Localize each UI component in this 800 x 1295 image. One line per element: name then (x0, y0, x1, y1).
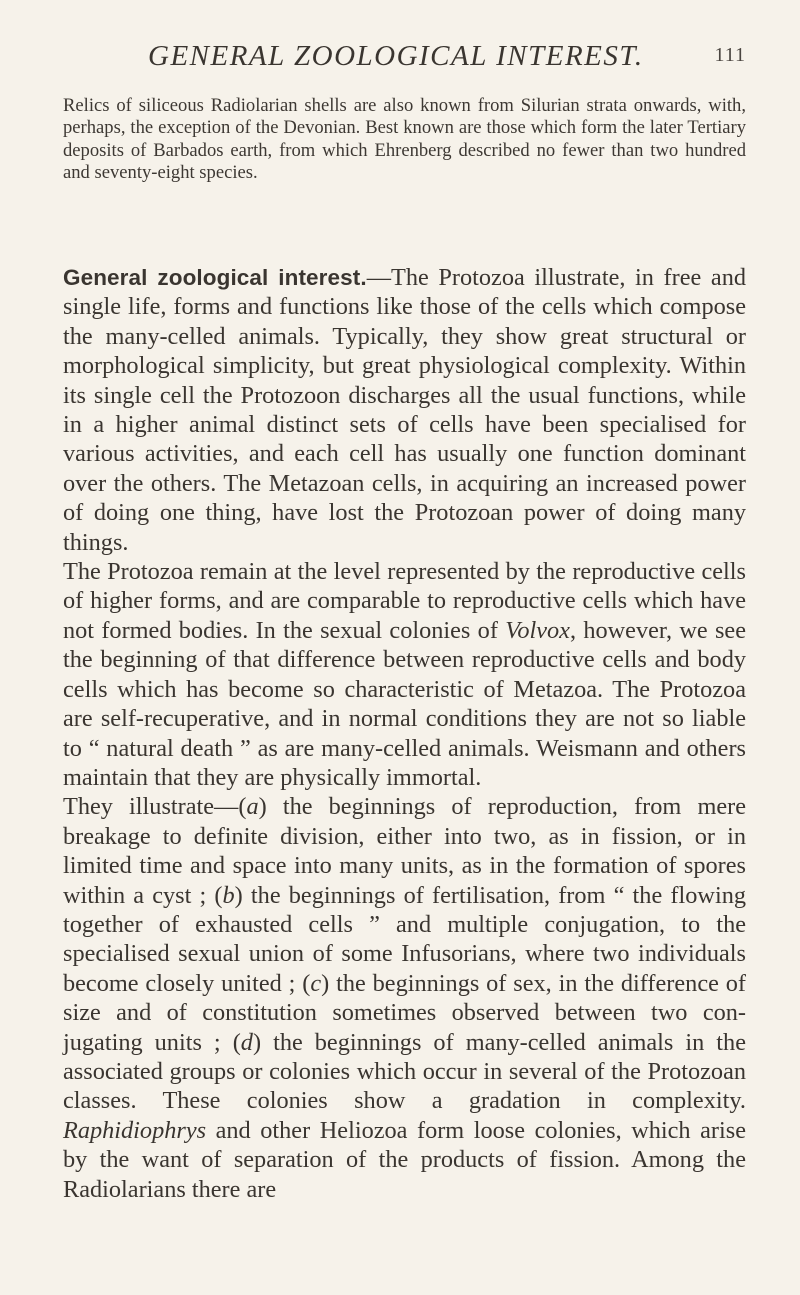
paragraph-2-text-a: The Protozoa remain at the level represented by the reproductive cells of higher forms, and are comparable to reproductive cells which have not formed bodies. In the sexual colonies of (63, 558, 746, 644)
genus-raphidiophrys: Raphidiophrys (63, 1116, 207, 1144)
page-number: 111 (714, 44, 746, 66)
running-title: GENERAL ZOOLOGICAL INTEREST. (148, 40, 644, 72)
item-letter-d: d (240, 1028, 253, 1056)
running-head (60, 40, 746, 80)
paragraph-2-text-b: , however, we see the beginning of that difference between reproductive cells and body cells which has become so characteristic of Metazoa. The Protozoa are self-recuperative, and in normal conditions they are not so liable to “ natural death ” as are many-celled animals. Weismann and others maintain that they are physically immortal. (63, 616, 747, 791)
intro-paragraph: Relics of siliceous Radiolarian shells are also known from Silurian strata onwards, with, perhaps, the exception of the Devonian. Best known are those which form the later Tertiary deposits of Barbados earth, from which Ehrenberg described no fewer than two hundred and seventy-eight species. (63, 95, 746, 184)
genus-volvox: Volvox (505, 616, 570, 644)
section-heading: General zoological interest. (63, 265, 367, 290)
paragraph-2 (63, 557, 746, 792)
paragraph-3 (63, 792, 746, 1204)
section-body (63, 263, 746, 1204)
item-letter-c: c (310, 969, 322, 997)
paragraph-1 (63, 263, 746, 557)
paragraph-1-text: —The Protozoa illustrate, in free and single life, forms and functions like those of the cells which compose the many-celled animals. Typically, they show great structural or morphological simplicity, but great physiological complexity. Within its single cell the Protozoon discharges all the usual functions, while in a higher animal distinct sets of cells have been specialised for various activities, and each cell has usually one function dominant over the others. The Metazoan cells, in acquiring an increased power of doing one thing, have lost the Protozoan power of doing many things. (63, 264, 746, 556)
paragraph-3-text-1: They illustrate—( (63, 793, 247, 821)
paragraph-3-text-5: ) the beginnings of many-celled animals in the associated groups or colonies which occur in several of the Protozoan classes. These colonies show a gradation in complexity. (63, 1028, 746, 1115)
paragraph-3-text-2: ) the beginnings of reproduction, from mere breakage to definite division, either into two, as in fission, or in limited time and space into many units, as in the formation of spores within a cyst ; ( (63, 793, 746, 909)
item-letter-a: a (246, 793, 259, 821)
paragraph-3-text-4: ) the beginnings of sex, in the difference of size and of constitution sometimes observed between two con-jugating units ; ( (63, 969, 746, 1056)
item-letter-b: b (222, 881, 235, 909)
paragraph-3-text-6: and other Heliozoa form loose colonies, which arise by the want of separation of the products of fission. Among the Radiolarians there are (63, 1116, 746, 1203)
paragraph-3-text-3: ) the beginnings of fertilisation, from “ the flowing together of exhausted cells ” and multiple conjugation, to the specialised sexual union of some Infusorians, where two individuals become closely united ; ( (63, 881, 746, 997)
